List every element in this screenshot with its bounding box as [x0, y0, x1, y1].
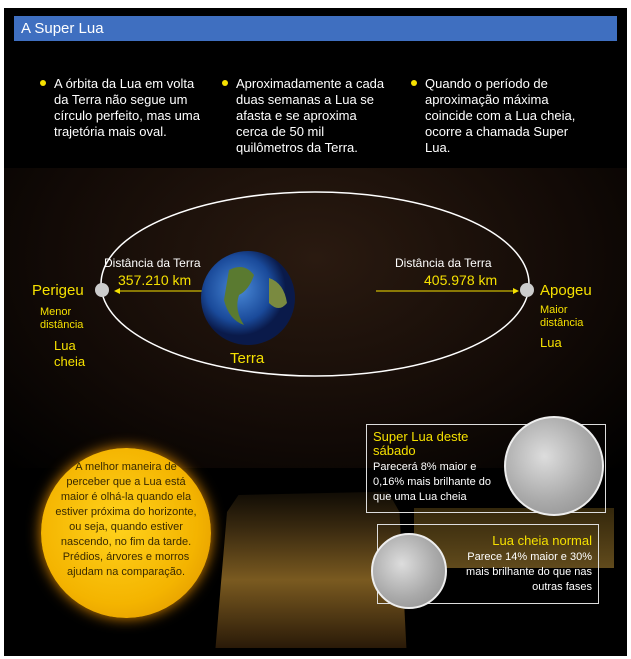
apogee-phase: Lua — [540, 335, 562, 350]
earth-label: Terra — [230, 350, 265, 367]
perigee-moon-icon — [95, 283, 109, 297]
infographic — [4, 8, 627, 656]
apogee-sub: Maior distância — [540, 304, 584, 329]
bullet-text: A órbita da Lua em volta da Terra não segue um círculo perfeito, mas uma trajetória mais oval. — [54, 76, 200, 139]
horizon-tip-text: A melhor maneira de perceber que a Lua está maior é olhá-la quando ela estiver próxima do horizonte, ou seja, quando estiver nascendo, no fim da tarde. Prédios, árvores e morros ajudam na comparação. — [55, 461, 197, 578]
page-title: A Super Lua — [14, 16, 617, 41]
apogee-distance-label: Distância da Terra — [395, 256, 492, 270]
perigee-sub: Menor distância — [40, 306, 84, 331]
perigee-distance-label: Distância da Terra — [104, 256, 201, 270]
apogee-label: Apogeu — [540, 282, 592, 299]
apogee-arrowhead — [513, 288, 519, 294]
super-moon-image — [504, 416, 604, 516]
super-moon-title: Super Lua deste sábado — [373, 429, 469, 458]
apogee-moon-icon — [520, 283, 534, 297]
perigee-arrowhead — [114, 288, 120, 294]
perigee-phase: Lua cheia — [54, 338, 86, 369]
bullet-text: Quando o período de aproximação máxima coincide com a Lua cheia, ocorre a chamada Super Lua. — [425, 76, 576, 155]
perigee-label: Perigeu — [32, 282, 84, 299]
perigee-distance: 357.210 km — [118, 272, 192, 288]
orbit-diagram — [4, 8, 627, 448]
bullet-text: Aproximadamente a cada duas semanas a Lua se afasta e se aproxima cerca de 50 mil quilômetros da Terra. — [236, 76, 385, 155]
normal-moon-text: Parece 14% maior e 30% mais brilhante do que nas outras fases — [466, 551, 592, 593]
apogee-distance: 405.978 km — [424, 272, 498, 288]
normal-moon-image — [371, 533, 447, 609]
horizon-moon — [41, 448, 211, 618]
super-moon-text: Parecerá 8% maior e 0,16% mais brilhante do que uma Lua cheia — [373, 461, 492, 503]
normal-moon-title: Lua cheia normal — [492, 533, 592, 548]
